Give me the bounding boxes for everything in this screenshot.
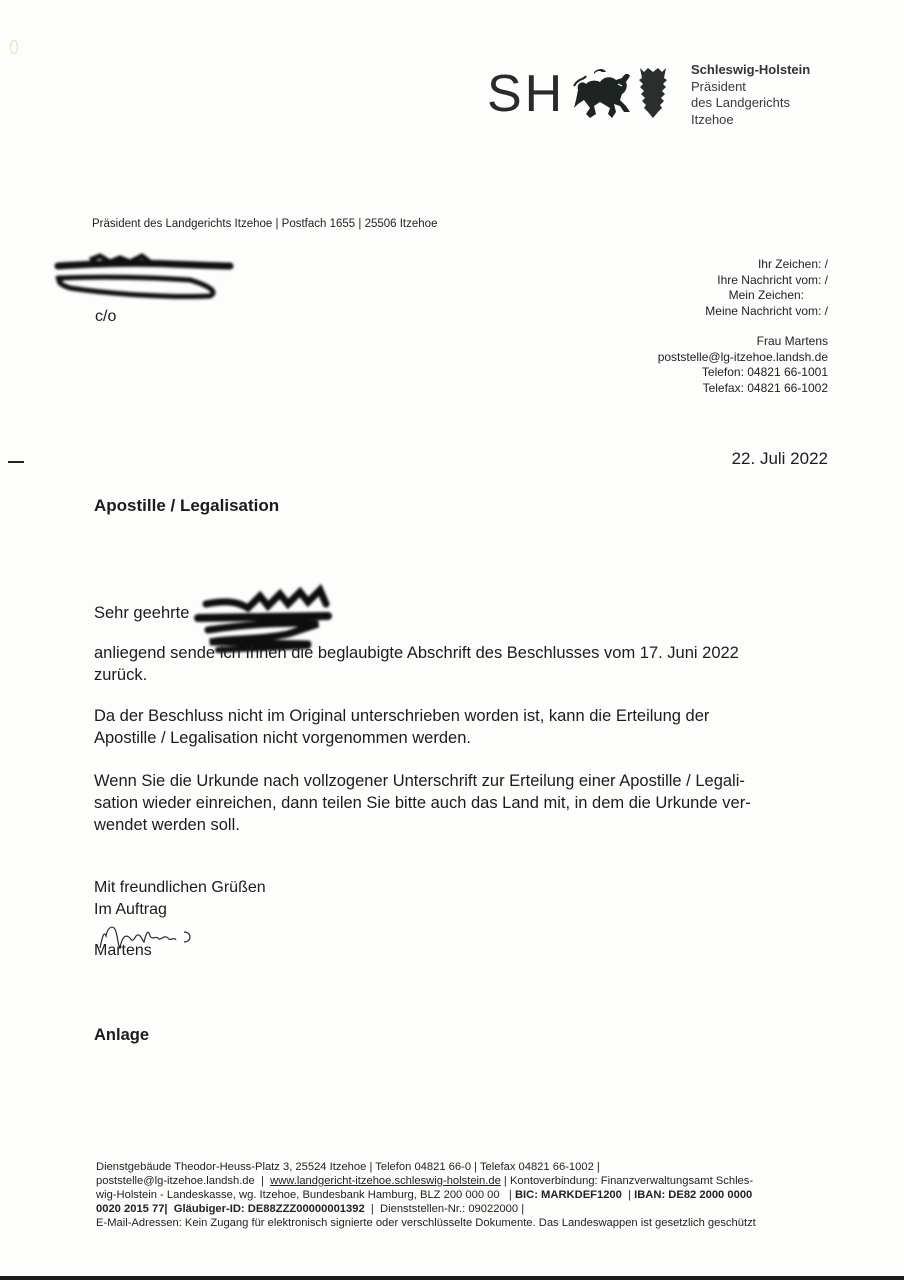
body-paragraph-2 [94,705,834,749]
body-line: Da der Beschluss nicht im Original unterschrieben worden ist, kann die Erteilung der [94,707,710,725]
footer-line: E-Mail-Adressen: Kein Zugang für elektronisch signierte oder verschlüsselte Dokumente. Das Landeswappen ist gesetzlich geschützt [96,1217,756,1229]
contact-telefax: Telefax: 04821 66-1002 [702,380,828,395]
body-line: sation wieder einreichen, dann teilen Sie bitte auch das Land mit, in dem die Urkunde ver- [94,794,751,812]
ihre-nachricht: Ihre Nachricht vom: / [717,272,828,287]
schleswig-lion-icon [572,66,636,122]
footer-bank-text: | Kontoverbindung: Finanzverwaltungsamt Schles- [500,1175,754,1187]
sh-logo-text: SH [487,65,566,123]
closing-greeting: Mit freundlichen Grüßen [94,879,266,896]
footer-iban-glaeubiger: 0020 2015 77| Gläubiger-ID: DE88ZZZ00000001392 [96,1203,365,1215]
contact-name: Frau Martens [756,333,828,348]
body-line: anliegend sende ich Ihnen die beglaubigte Abschrift des Beschlusses vom 17. Juni 2022 [94,644,739,662]
reference-block [658,257,828,397]
ihr-zeichen: Ihr Zeichen: / [757,257,828,271]
enclosure-label: Anlage [94,1026,150,1044]
im-auftrag: Im Auftrag [94,901,167,918]
org-line: des Landgerichts [691,95,791,110]
mein-zeichen: Mein Zeichen: [728,288,804,303]
return-address: Präsident des Landgerichts Itzehoe | Postfach 1655 | 25506 Itzehoe [92,218,438,230]
footer-line: Dienstgebäude Theodor-Heuss-Platz 3, 25524 Itzehoe | Telefon 04821 66-0 | Telefax 04821 66-1002 | [96,1161,600,1173]
body-line: wendet werden soll. [94,816,240,834]
signatory-name: Martens [94,942,152,959]
letter-footer [96,1160,831,1230]
org-line: Präsident [691,78,746,94]
recipient-co: c/o [95,308,117,325]
contact-email: poststelle@lg-itzehoe.landsh.de [657,349,828,364]
letter-date: 22. Juli 2022 [731,449,828,468]
footer-line [96,1188,831,1202]
body-line: Apostille / Legalisation nicht vorgenommen werden. [94,729,471,747]
scan-speck [10,40,18,54]
footer-dienststellen: | Dienststellen-Nr.: 09022000 | [364,1203,525,1215]
body-line: zurück. [94,666,148,684]
organization-block [691,62,810,128]
scan-edge-strip [0,1276,904,1280]
holstein-nettle-leaf-icon [638,66,668,120]
footer-line [96,1202,831,1216]
footer-bank-text: wig-Holstein - Landeskasse, wg. Itzehoe, Bundesbank Hamburg, BLZ 200 000 00 | [96,1189,515,1201]
org-line: Itzehoe [691,111,734,127]
meine-nachricht: Meine Nachricht vom: / [705,304,828,319]
footer-iban: IBAN: DE82 2000 0000 [634,1189,753,1201]
footer-separator: | [621,1189,635,1201]
body-line: Wenn Sie die Urkunde nach vollzogener Unterschrift zur Erteilung einer Apostille / Legali- [94,772,745,790]
body-paragraph-3 [94,770,834,836]
body-paragraph-1 [94,642,834,686]
fold-mark [8,461,24,463]
salutation: Sehr geehrte [94,604,190,622]
footer-line [96,1174,831,1188]
footer-website-link[interactable]: www.landgericht-itzehoe.schleswig-holstein.de [270,1175,501,1187]
closing-block [94,877,266,921]
org-name: Schleswig-Holstein [691,62,811,77]
footer-email: poststelle@lg-itzehoe.landsh.de [96,1175,255,1187]
footer-bic: BIC: MARKDEF1200 [514,1189,622,1201]
letter-subject: Apostille / Legalisation [94,496,280,515]
recipient-redaction-scribble [50,248,235,308]
footer-separator: | [254,1175,271,1187]
contact-telefon: Telefon: 04821 66-1001 [701,365,828,380]
